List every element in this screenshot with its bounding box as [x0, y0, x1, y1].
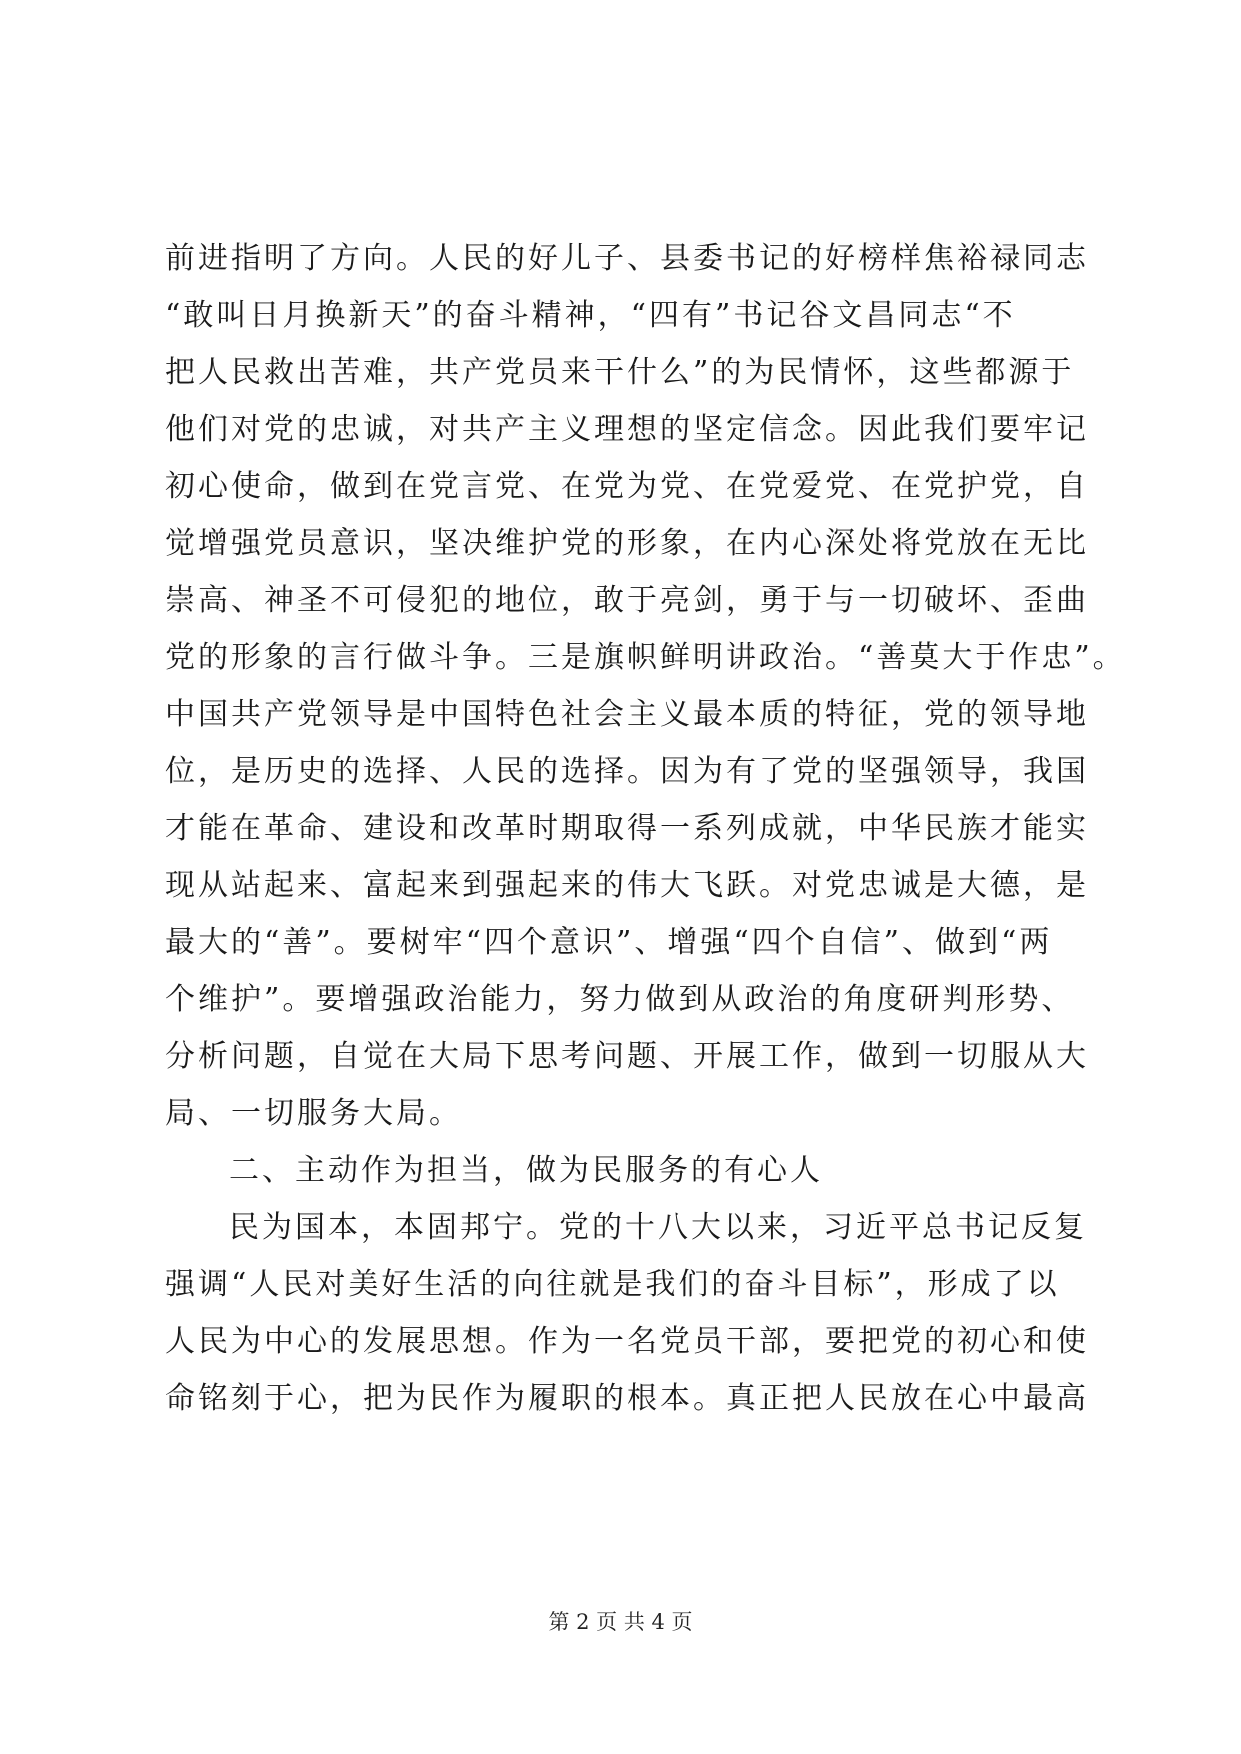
- body-line: 位，是历史的选择、人民的选择。因为有了党的坚强领导，我国: [165, 754, 1089, 789]
- document-body: [165, 230, 1126, 1427]
- body-line: 中国共产党领导是中国特色社会主义最本质的特征，党的领导地: [165, 697, 1089, 732]
- section-heading: 二、主动作为担当，做为民服务的有心人: [229, 1153, 823, 1188]
- body-line: 命铭刻于心，把为民作为履职的根本。真正把人民放在心中最高: [165, 1381, 1089, 1416]
- body-line: 现从站起来、富起来到强起来的伟大飞跃。对党忠诚是大德，是: [165, 868, 1089, 903]
- body-line: 前进指明了方向。人民的好儿子、县委书记的好榜样焦裕禄同志: [165, 241, 1089, 276]
- body-line: 个维护”。要增强政治能力，努力做到从政治的角度研判形势、: [165, 982, 1075, 1017]
- body-line: 局、一切服务大局。: [165, 1096, 462, 1131]
- body-line: 分析问题，自觉在大局下思考问题、开展工作，做到一切服从大: [165, 1039, 1089, 1074]
- body-line: 觉增强党员意识，坚决维护党的形象，在内心深处将党放在无比: [165, 526, 1089, 561]
- body-line: “敢叫日月换新天”的奋斗精神，“四有”书记谷文昌同志“不: [165, 298, 1016, 333]
- page-number-footer: 第 2 页 共 4 页: [548, 1610, 693, 1634]
- body-line: 人民为中心的发展思想。作为一名党员干部，要把党的初心和使: [165, 1324, 1089, 1359]
- body-line: 党的形象的言行做斗争。三是旗帜鲜明讲政治。“善莫大于作忠”。: [165, 640, 1126, 675]
- body-line: 初心使命，做到在党言党、在党为党、在党爱党、在党护党，自: [165, 469, 1089, 504]
- body-line: 崇高、神圣不可侵犯的地位，敢于亮剑，勇于与一切破坏、歪曲: [165, 583, 1089, 618]
- body-line: 最大的“善”。要树牢“四个意识”、增强“四个自信”、做到“两: [165, 925, 1053, 960]
- body-line: 他们对党的忠诚，对共产主义理想的坚定信念。因此我们要牢记: [165, 412, 1089, 447]
- body-line: 才能在革命、建设和改革时期取得一系列成就，中华民族才能实: [165, 811, 1089, 846]
- body-line: 强调“人民对美好生活的向往就是我们的奋斗目标”，形成了以: [165, 1267, 1060, 1302]
- body-line: 把人民救出苦难，共产党员来干什么”的为民情怀，这些都源于: [165, 355, 1075, 390]
- body-line: 民为国本，本固邦宁。党的十八大以来，习近平总书记反复: [229, 1210, 1087, 1245]
